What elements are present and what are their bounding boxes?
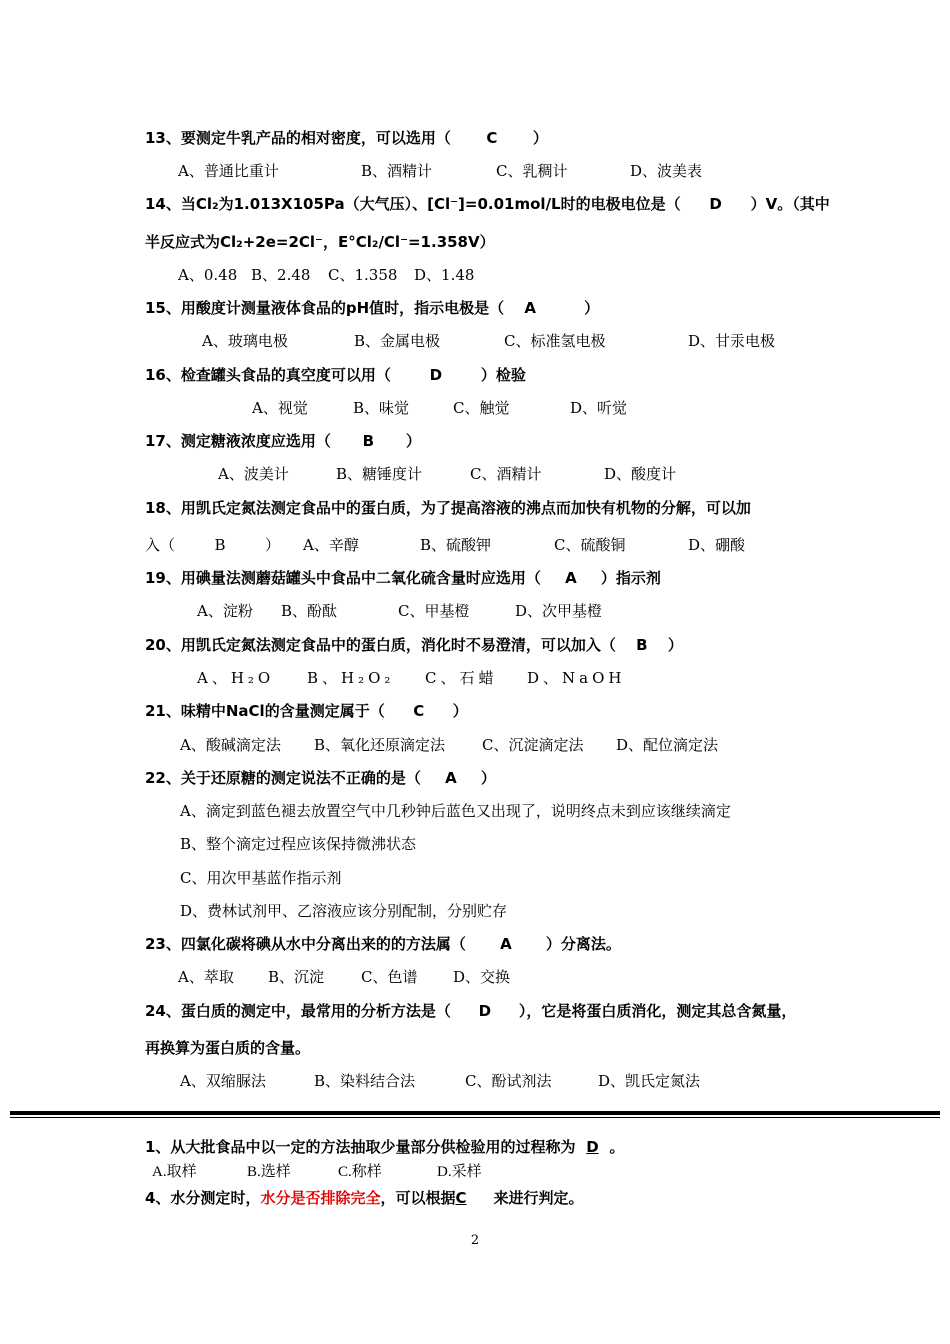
answer-21: C — [413, 702, 425, 720]
question-s1: 1、从大批食品中以一定的方法抽取少量部分供检验用的过程称为 D 。 — [145, 1138, 625, 1156]
question-15: 15、用酸度计测量液体食品的pH值时，指示电极是（ A ） — [145, 299, 600, 317]
answer-23: A — [500, 935, 512, 953]
question-22: 22、关于还原糖的测定说法不正确的是（ A ） — [145, 769, 496, 787]
section-divider-thin — [10, 1117, 940, 1118]
answer-14: D — [709, 195, 722, 213]
answer-16: D — [429, 366, 443, 384]
highlight-text: 水分是否排除完全 — [260, 1189, 381, 1207]
option-22-a: A、滴定到蓝色褪去放置空气中几秒钟后蓝色又出现了，说明终点未到应该继续滴定 — [180, 802, 731, 820]
answer-20: B — [636, 636, 648, 654]
answer-18: B — [214, 536, 226, 554]
answer-15: A — [524, 299, 536, 317]
question-13: 13、要测定牛乳产品的相对密度，可以选用（ C ） — [145, 129, 548, 147]
page-number: 2 — [470, 1233, 480, 1248]
option-22-c: C、用次甲基蓝作指示剂 — [180, 869, 342, 887]
question-19: 19、用碘量法测蘑菇罐头中食品中二氧化硫含量时应选用（ A ）指示剂 — [145, 569, 661, 587]
question-23: 23、四氯化碳将碘从水中分离出来的的方法属（ A ）分离法。 — [145, 935, 621, 953]
question-24: 24、蛋白质的测定中，最常用的分析方法是（ D ），它是将蛋白质消化，测定其总含氮量， — [145, 1002, 797, 1020]
answer-13: C — [486, 129, 498, 147]
option-22-b: B、整个滴定过程应该保持微沸状态 — [180, 835, 417, 853]
question-s4: 4、水分测定时，水分是否排除完全，可以根据C 来进行判定。 — [145, 1189, 584, 1207]
answer-22: A — [445, 769, 457, 787]
question-20: 20、用凯氏定氮法测定食品中的蛋白质，消化时不易澄清，可以加入（ B ） — [145, 636, 683, 654]
question-14: 14、当Cl₂为1.013X105Pa（大气压）、[Cl⁻]=0.01mol/L时的电极电位是（ D ）V。（其中 — [145, 195, 830, 213]
answer-s4: C — [455, 1189, 467, 1207]
question-16: 16、检查罐头食品的真空度可以用（ D ）检验 — [145, 366, 526, 384]
question-24-line2: 再换算为蛋白质的含量。 — [145, 1039, 311, 1057]
question-21: 21、味精中NaCl的含量测定属于（ C ） — [145, 702, 468, 720]
answer-19: A — [565, 569, 577, 587]
answer-17: B — [362, 432, 375, 450]
answer-24: D — [478, 1002, 492, 1020]
section-divider — [10, 1111, 940, 1115]
option-22-d: D、费林试剂甲、乙溶液应该分别配制，分别贮存 — [180, 902, 508, 920]
question-14-line2: 半反应式为Cl₂+2e=2Cl⁻，E°Cl₂/Cl⁻=1.358V） — [145, 233, 495, 251]
answer-s1: D — [586, 1138, 599, 1156]
question-17: 17、测定糖液浓度应选用（ B ） — [145, 432, 421, 450]
question-18: 18、用凯氏定氮法测定食品中的蛋白质，为了提高溶液的沸点而加快有机物的分解，可以加 — [145, 499, 751, 517]
